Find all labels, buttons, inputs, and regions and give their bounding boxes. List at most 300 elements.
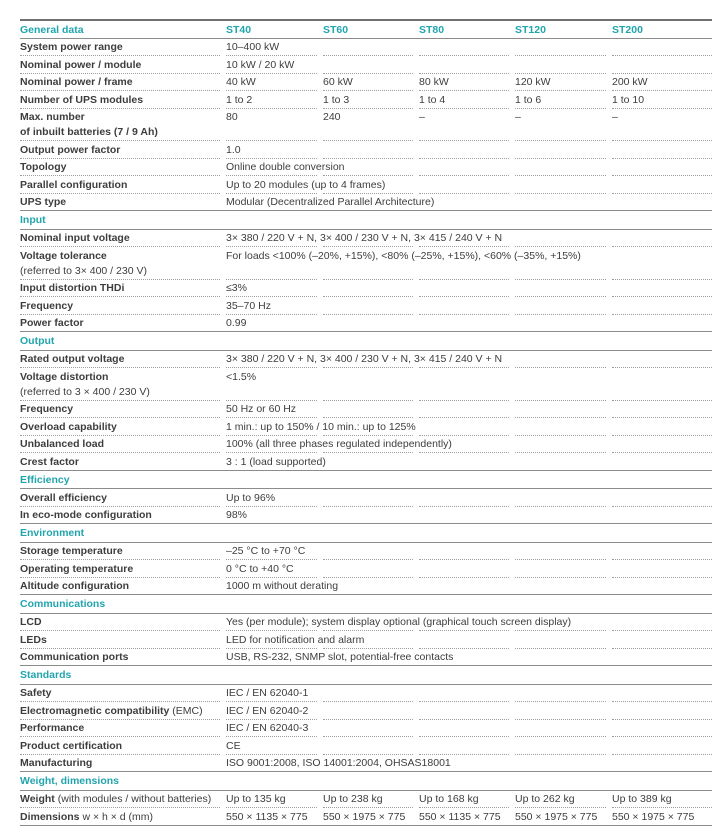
row-value: 100% (all three phases regulated independently)	[226, 436, 317, 454]
row-value: Up to 168 kg	[419, 791, 509, 809]
row-label-line	[20, 722, 220, 734]
row-value-cell	[612, 737, 712, 755]
section-title: Output	[20, 335, 55, 347]
row-value: USB, RS-232, SNMP slot, potential-free contacts	[226, 651, 454, 663]
row-value-cell	[612, 453, 712, 470]
section-header-row	[20, 666, 712, 685]
row-value: 1 to 3	[323, 91, 413, 109]
row-label-cell	[20, 141, 220, 159]
section-header-row	[20, 211, 712, 230]
row-label-cell	[20, 737, 220, 755]
table-row	[20, 649, 712, 667]
row-value-cell	[419, 614, 509, 632]
row-label-line	[20, 179, 220, 191]
row-label-cell	[20, 791, 220, 809]
row-value-cell	[515, 685, 606, 703]
row-label: Output power factor	[20, 143, 121, 156]
row-value: 3 : 1 (load supported)	[226, 455, 326, 468]
row-value-cell	[323, 368, 413, 401]
row-label-cell	[20, 685, 220, 703]
row-value-cell	[419, 702, 509, 720]
row-value: For loads <100% (–20%, +15%), <80% (–25%, +15%), <60% (–35%, +15%)	[226, 247, 317, 280]
row-label-line	[20, 76, 220, 88]
row-label-cell	[20, 109, 220, 142]
row-value-cell	[419, 351, 509, 369]
row-label-line	[20, 144, 220, 156]
table-row	[20, 418, 712, 436]
table-row	[20, 56, 712, 74]
row-value: 3× 380 / 220 V + N, 3× 400 / 230 V + N, 3× 415 / 240 V + N	[226, 230, 317, 248]
row-label-cell	[20, 436, 220, 454]
row-label-cell	[20, 230, 220, 248]
row-label-line	[20, 161, 220, 173]
row-label: Nominal power / module	[20, 58, 142, 71]
row-value-cell	[515, 368, 606, 401]
column-header: ST60	[323, 23, 349, 36]
row-label-note: w × h × d (mm)	[82, 810, 154, 823]
row-label-cell	[20, 702, 220, 720]
row-value-cell	[419, 56, 509, 74]
row-label-line	[20, 757, 220, 769]
row-value-cell	[612, 543, 712, 561]
row-label: Overall efficiency	[20, 491, 107, 504]
row-value: Online double conversion	[226, 159, 317, 177]
row-label: Storage temperature	[20, 545, 123, 557]
row-value: 80	[226, 109, 317, 142]
row-value: 120 kW	[515, 74, 606, 92]
row-label-cell	[20, 507, 220, 524]
row-value: –25 °C to +70 °C	[226, 543, 317, 561]
row-value-cell	[323, 194, 413, 211]
table-row	[20, 74, 712, 92]
table-row	[20, 247, 712, 280]
row-label-cell	[20, 247, 220, 280]
row-value-cell	[612, 247, 712, 280]
row-value-cell	[323, 614, 413, 632]
spec-table	[20, 19, 712, 826]
row-value-cell	[323, 631, 413, 649]
row-value-cell	[419, 560, 509, 578]
row-value: Up to 262 kg	[515, 791, 606, 809]
row-value-cell	[323, 543, 413, 561]
row-label: Communication ports	[20, 651, 129, 663]
row-value-cell	[515, 489, 606, 507]
row-value-cell	[323, 649, 413, 666]
row-label-line	[20, 793, 220, 805]
row-value-cell	[323, 230, 413, 248]
column-header: ST40	[226, 23, 252, 36]
row-value-cell	[612, 176, 712, 194]
row-label-cell	[20, 39, 220, 57]
row-label-cell	[20, 578, 220, 595]
table-row	[20, 159, 712, 177]
row-label-cell	[20, 649, 220, 666]
row-value-cell	[515, 737, 606, 755]
row-value-cell	[515, 315, 606, 332]
row-label: Voltage tolerance	[20, 249, 107, 262]
row-value-cell	[419, 685, 509, 703]
row-value-cell	[612, 230, 712, 248]
section-header-row	[20, 332, 712, 351]
row-label: Electromagnetic compatibility	[20, 704, 170, 717]
section-header-row	[20, 595, 712, 614]
table-row	[20, 109, 712, 142]
row-value: CE	[226, 737, 317, 755]
row-value-cell	[419, 368, 509, 401]
row-label-line	[20, 59, 220, 71]
table-row	[20, 141, 712, 159]
row-value: 50 Hz or 60 Hz	[226, 401, 317, 419]
row-value-cell	[612, 560, 712, 578]
row-label: Overload capability	[20, 420, 117, 433]
row-value-cell	[612, 368, 712, 401]
row-value: Up to 135 kg	[226, 791, 317, 809]
row-label-cell	[20, 808, 220, 825]
row-value: ISO 9001:2008, ISO 14001:2004, OHSAS18001	[226, 757, 451, 769]
row-value-cell	[612, 56, 712, 74]
table-row	[20, 368, 712, 401]
table-row	[20, 720, 712, 738]
row-value-cell	[323, 418, 413, 436]
row-value-cell	[323, 351, 413, 369]
row-value-cell	[612, 159, 712, 177]
row-label: Topology	[20, 161, 67, 173]
row-label: Frequency	[20, 299, 74, 312]
row-label-cell	[20, 176, 220, 194]
row-label: Power factor	[20, 317, 84, 329]
row-value-cell	[419, 755, 509, 772]
table-row	[20, 614, 712, 632]
row-label-line	[20, 41, 220, 53]
row-label-cell	[20, 453, 220, 470]
row-value-cell	[515, 280, 606, 298]
row-value: 1 to 4	[419, 91, 509, 109]
row-label-line	[20, 580, 220, 592]
row-value: 1 min.: up to 150% / 10 min.: up to 125%	[226, 418, 317, 436]
row-label-line	[20, 196, 220, 208]
row-value-cell	[612, 401, 712, 419]
row-value-cell	[323, 489, 413, 507]
row-value-cell	[612, 39, 712, 57]
row-value-cell	[515, 141, 606, 159]
row-value: LED for notification and alarm	[226, 631, 317, 649]
row-label-cell	[20, 368, 220, 401]
row-label-cell	[20, 351, 220, 369]
row-label: LEDs	[20, 633, 47, 646]
row-label-cell	[20, 56, 220, 74]
row-value: Yes (per module); system display optional (graphical touch screen display)	[226, 614, 317, 632]
row-value-cell	[419, 720, 509, 738]
row-label-line	[20, 492, 220, 504]
row-label-cell	[20, 489, 220, 507]
row-label: Manufacturing	[20, 757, 93, 769]
row-value-cell	[515, 56, 606, 74]
row-label-note: (EMC)	[172, 704, 203, 717]
row-value-cell	[612, 614, 712, 632]
row-value: IEC / EN 62040-2	[226, 702, 317, 720]
row-label: Operating temperature	[20, 562, 134, 575]
row-label-line	[20, 705, 220, 717]
row-value-cell	[515, 614, 606, 632]
row-label: Parallel configuration	[20, 178, 128, 191]
row-value-cell	[515, 649, 606, 666]
row-value: 550 × 1135 × 775	[226, 810, 308, 823]
row-value-cell	[612, 720, 712, 738]
row-label-cell	[20, 159, 220, 177]
table-header-label: General data	[20, 23, 84, 36]
column-header: ST200	[612, 23, 643, 36]
row-label: In eco-mode configuration	[20, 509, 152, 521]
table-row	[20, 631, 712, 649]
row-label: Product certification	[20, 739, 123, 752]
table-row	[20, 194, 712, 212]
row-label-line	[20, 563, 220, 575]
row-sublabel: of inbuilt batteries (7 / 9 Ah)	[20, 126, 158, 138]
row-value: Up to 96%	[226, 489, 317, 507]
row-label: Weight	[20, 793, 55, 805]
table-row	[20, 351, 712, 369]
row-value-cell	[323, 159, 413, 177]
row-value: 1 to 10	[612, 91, 712, 109]
row-value-cell	[515, 631, 606, 649]
row-value-cell	[612, 631, 712, 649]
row-value: 98%	[226, 509, 248, 521]
row-value-cell	[323, 737, 413, 755]
table-row	[20, 230, 712, 248]
row-label-line	[20, 300, 220, 312]
row-value-cell	[323, 755, 413, 772]
row-value-cell	[419, 436, 509, 454]
row-value: 40 kW	[226, 74, 317, 92]
table-row	[20, 578, 712, 596]
table-row	[20, 737, 712, 755]
row-value-cell	[612, 194, 712, 211]
row-value-cell	[419, 176, 509, 194]
table-row	[20, 755, 712, 773]
row-value-cell	[419, 159, 509, 177]
row-value-cell	[323, 720, 413, 738]
row-value-cell	[323, 280, 413, 298]
row-value-cell	[515, 543, 606, 561]
row-label-line	[20, 545, 220, 557]
row-label-line	[20, 651, 220, 663]
table-row	[20, 453, 712, 471]
row-value-cell	[323, 56, 413, 74]
row-label-line	[20, 740, 220, 752]
row-subnote: (referred to 3 × 400 / 230 V)	[20, 385, 150, 398]
row-label-line	[20, 94, 220, 106]
row-value-cell	[323, 685, 413, 703]
row-value-cell	[515, 436, 606, 454]
row-value: Up to 238 kg	[323, 791, 413, 809]
row-value-cell	[419, 230, 509, 248]
row-label-cell	[20, 297, 220, 315]
row-value-cell	[515, 720, 606, 738]
row-value-cell	[515, 159, 606, 177]
row-label: UPS type	[20, 196, 67, 208]
row-value: ≤3%	[226, 280, 317, 298]
row-value-cell	[419, 280, 509, 298]
row-label-line	[20, 421, 220, 433]
table-row	[20, 176, 712, 194]
row-value-cell	[515, 401, 606, 419]
table-row	[20, 791, 712, 809]
row-subnote: (referred to 3× 400 / 230 V)	[20, 264, 147, 277]
row-label: Nominal power / frame	[20, 76, 133, 88]
row-label: Altitude configuration	[20, 580, 130, 592]
row-label-line	[20, 509, 220, 521]
row-value-cell	[323, 453, 413, 470]
section-title: Environment	[20, 527, 85, 539]
row-value: IEC / EN 62040-3	[226, 720, 317, 738]
row-value-cell	[419, 543, 509, 561]
row-value-cell	[612, 351, 712, 369]
row-label: Nominal input voltage	[20, 232, 130, 244]
row-label-line	[20, 811, 220, 823]
row-value-cell	[515, 702, 606, 720]
row-label: Max. number	[20, 111, 85, 123]
row-value: <1.5%	[226, 368, 317, 401]
row-value-cell	[515, 578, 606, 595]
row-value-cell	[515, 560, 606, 578]
row-label-cell	[20, 614, 220, 632]
row-value-cell	[323, 507, 413, 524]
row-value-cell	[323, 247, 413, 280]
row-value: 1000 m without derating	[226, 580, 339, 592]
table-row	[20, 280, 712, 298]
column-header: ST120	[515, 23, 546, 36]
row-value-cell	[323, 297, 413, 315]
section-header-row	[20, 772, 712, 791]
row-label: Voltage distortion	[20, 370, 109, 383]
row-label-cell	[20, 91, 220, 109]
table-row	[20, 91, 712, 109]
row-value-cell	[419, 39, 509, 57]
table-row	[20, 489, 712, 507]
row-value-cell	[419, 737, 509, 755]
section-title: Weight, dimensions	[20, 775, 119, 787]
row-value-cell	[419, 141, 509, 159]
row-label: System power range	[20, 41, 123, 53]
row-value: 10–400 kW	[226, 39, 317, 57]
row-value: 0 °C to +40 °C	[226, 560, 317, 578]
row-value-cell	[515, 418, 606, 436]
row-label-line	[20, 250, 220, 262]
row-value-cell	[515, 507, 606, 524]
row-value-cell	[419, 418, 509, 436]
row-value-cell	[419, 297, 509, 315]
table-row	[20, 297, 712, 315]
row-value-cell	[323, 141, 413, 159]
row-value-cell	[515, 453, 606, 470]
row-value-cell	[323, 578, 413, 595]
row-label: LCD	[20, 616, 42, 628]
row-label-line	[20, 317, 220, 329]
table-row	[20, 543, 712, 561]
row-value-cell	[419, 578, 509, 595]
row-value: 1 to 6	[515, 91, 606, 109]
row-value: –	[612, 109, 712, 142]
row-value-cell	[515, 247, 606, 280]
row-value-cell	[612, 280, 712, 298]
row-label-line	[20, 111, 220, 123]
row-label-line	[20, 616, 220, 628]
row-value-cell	[419, 489, 509, 507]
table-row	[20, 315, 712, 333]
row-value-cell	[612, 297, 712, 315]
table-row	[20, 39, 712, 57]
row-value-cell	[612, 578, 712, 595]
row-value-cell	[612, 702, 712, 720]
row-value-cell	[419, 631, 509, 649]
row-label: Rated output voltage	[20, 353, 125, 365]
row-label: Number of UPS modules	[20, 93, 144, 106]
row-value: Up to 389 kg	[612, 791, 712, 809]
row-value: 240	[323, 109, 413, 142]
row-value: 0.99	[226, 317, 247, 329]
row-value-cell	[323, 702, 413, 720]
row-value: 550 × 1135 × 775	[419, 810, 501, 823]
row-value-cell	[323, 176, 413, 194]
row-label-line	[20, 456, 220, 468]
row-value-cell	[323, 560, 413, 578]
row-value: 10 kW / 20 kW	[226, 56, 317, 74]
section-title: Efficiency	[20, 473, 70, 486]
row-label-line	[20, 353, 220, 365]
row-label-line	[20, 687, 220, 699]
row-label-cell	[20, 74, 220, 92]
row-label-cell	[20, 315, 220, 332]
row-label-cell	[20, 543, 220, 561]
row-label-cell	[20, 631, 220, 649]
row-value-cell	[515, 39, 606, 57]
row-value-cell	[419, 247, 509, 280]
row-value-cell	[323, 436, 413, 454]
row-value-cell	[323, 401, 413, 419]
section-title: Communications	[20, 598, 106, 610]
row-value-cell	[515, 230, 606, 248]
row-value-cell	[323, 315, 413, 332]
row-value: Up to 20 modules (up to 4 frames)	[226, 176, 317, 194]
row-value-cell	[612, 489, 712, 507]
row-label: Safety	[20, 687, 52, 699]
section-title: Input	[20, 214, 46, 226]
row-value: 1.0	[226, 141, 317, 159]
row-value-cell	[515, 351, 606, 369]
row-label-cell	[20, 194, 220, 211]
row-value: 35–70 Hz	[226, 297, 317, 315]
row-label-line	[20, 282, 220, 294]
row-value-cell	[515, 194, 606, 211]
row-value-cell	[323, 39, 413, 57]
row-label: Unbalanced load	[20, 438, 105, 450]
row-value-cell	[419, 649, 509, 666]
table-row	[20, 685, 712, 703]
section-header-row	[20, 524, 712, 543]
row-value: 550 × 1975 × 775	[323, 810, 406, 823]
row-value: Modular (Decentralized Parallel Architecture)	[226, 196, 435, 208]
row-label: Crest factor	[20, 455, 79, 468]
row-label-cell	[20, 755, 220, 772]
table-row	[20, 436, 712, 454]
table-row	[20, 401, 712, 419]
row-label: Frequency	[20, 403, 74, 415]
table-row	[20, 507, 712, 525]
row-value-cell	[419, 401, 509, 419]
row-value: –	[419, 109, 509, 142]
row-value-cell	[419, 507, 509, 524]
table-row	[20, 808, 712, 826]
